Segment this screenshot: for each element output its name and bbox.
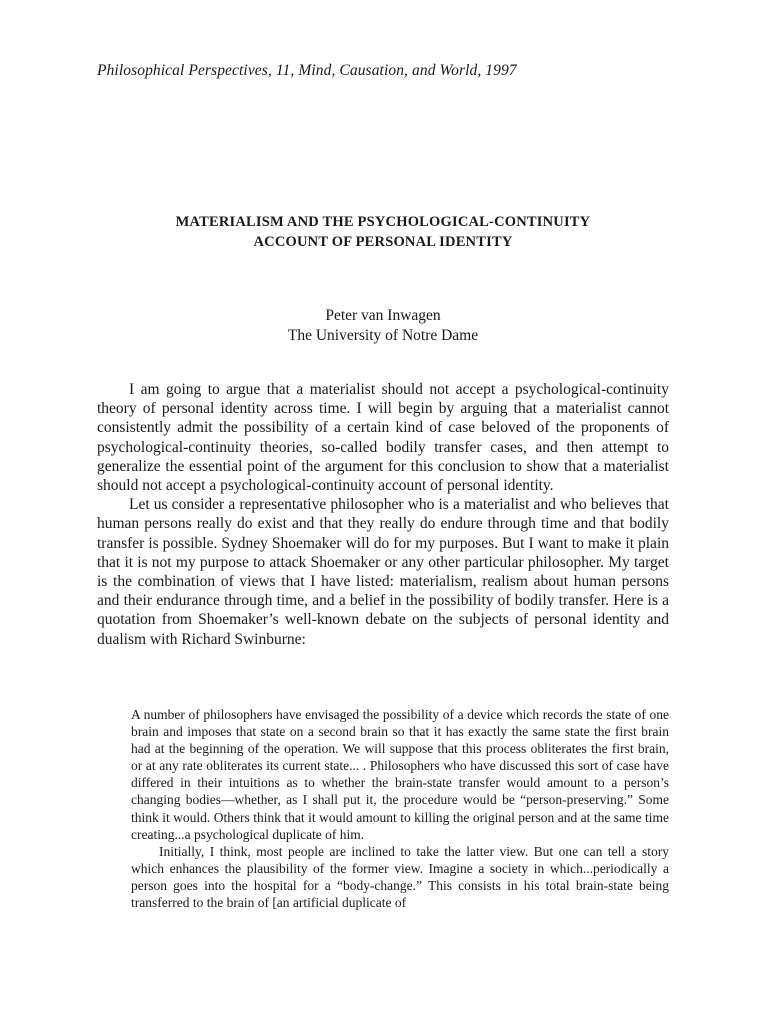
running-head: Philosophical Perspectives, 11, Mind, Causation, and World, 1997 xyxy=(97,62,517,79)
body-paragraph: Let us consider a representative philosopher who is a materialist and who believes that human persons really do exist and that they really do endure through time and that bodily transfer is possible. Sydney Shoemaker will do for my purposes. But I want to make it plain that it is not my purpose to attack Shoemaker or any other particular philosopher. My target is the combination of views that I have listed: materialism, realism about human persons and their endurance through time, and a belief in the possibility of bodily transfer. Here is a quotation from Shoemaker’s well-known debate on the subjects of personal identity and dualism with Richard Swinburne: xyxy=(97,496,669,648)
article-title-line-2: ACCOUNT OF PERSONAL IDENTITY xyxy=(253,234,513,250)
article-title xyxy=(97,212,669,252)
author-affiliation: The University of Notre Dame xyxy=(287,327,479,344)
author-block xyxy=(97,306,669,346)
body-text xyxy=(97,380,669,649)
quote-paragraph: Initially, I think, most people are inclined to take the latter view. But one can tell a story which enhances the plausibility of the former view. Imagine a society in which...periodically a person goes into the hospital for a “body-change.” This consists in his total brain-state being transferred to the brain of [an artificial duplicate of xyxy=(131,843,669,911)
block-quote xyxy=(131,706,669,911)
article-title-line-1: MATERIALISM AND THE PSYCHOLOGICAL-CONTINUITY xyxy=(175,214,591,230)
body-paragraph: I am going to argue that a materialist should not accept a psychological-continuity theory of personal identity across time. I will begin by arguing that a materialist cannot consistently admit the possibility of a certain kind of case beloved of the proponents of psychological-continuity theories, so-called bodily transfer cases, and then attempt to generalize the essential point of the argument for this conclusion to show that a materialist should not accept a psychological-continuity account of personal identity. xyxy=(97,381,669,495)
author-name: Peter van Inwagen xyxy=(325,307,441,324)
quote-paragraph: A number of philosophers have envisaged the possibility of a device which records the state of one brain and imposes that state on a second brain so that it has exactly the same state the first brain had at the beginning of the operation. We will suppose that this process obliterates the first brain, or at any rate obliterates its current state... . Philosophers who have discussed this sort of case have differed in their intuitions as to whether the brain-state transfer would amount to a person’s changing bodies—whether, as I shall put it, the procedure would be “person-preserving.” Some think it would. Others think that it would amount to killing the original person and at the same time creating...a psychological duplicate of him. xyxy=(131,707,669,842)
